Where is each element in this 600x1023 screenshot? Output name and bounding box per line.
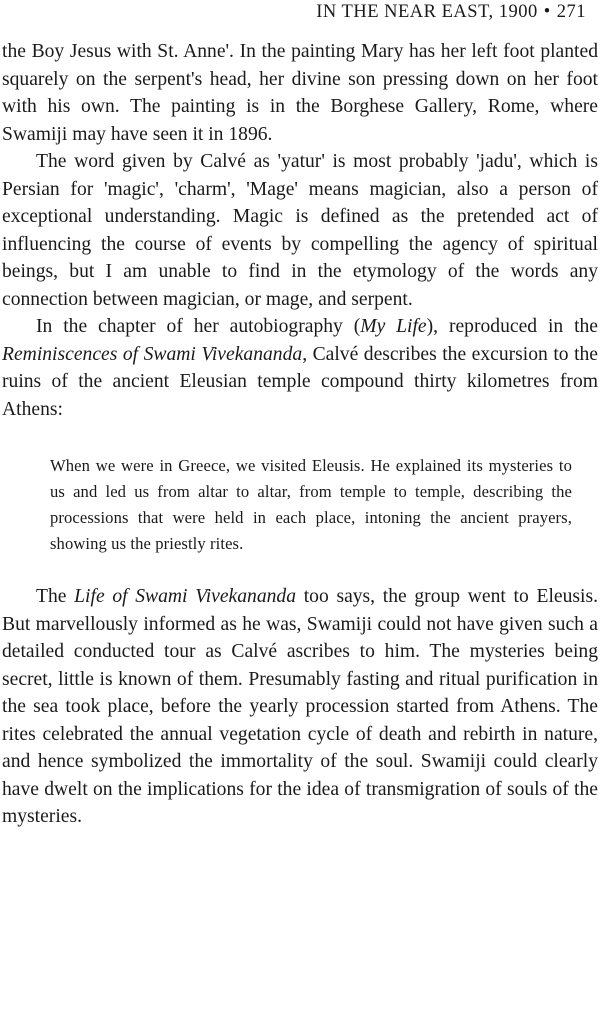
text-run: ), reproduced in the <box>426 316 599 337</box>
paragraph-eleusis <box>2 583 598 831</box>
book-title-reminiscences: Reminiscences of Swami Vivekananda <box>2 343 303 365</box>
book-title-my-life: My Life <box>360 316 427 337</box>
text-run: too says, the group went to Eleusis. But marvellously informed as he was, Swamiji could not have given such a detailed conducted tour as Calvé ascribes to him. The mysteries being secret, little is known of them. Presumably fasting and ritual purification in the sea took place, before the yearly procession started from Athens. The rites celebrated the annual vegetation cycle of death and rebirth in nature, and hence symbolized the immortality of the soul. Swamiji could clearly have dwelt on the implications for the idea of transmigration of souls of the mysteries. <box>2 586 598 827</box>
page-number: 271 <box>556 2 586 22</box>
paragraph-continued: the Boy Jesus with St. Anne'. In the painting Mary has her left foot planted squarely on the serpent's head, her divine son pressing down on her foot with his own. The painting is in the Borghese Gallery, Rome, where Swamiji may have seen it in 1896. <box>2 41 598 145</box>
text-run: The <box>36 586 75 607</box>
text-run: In the chapter of her autobiography ( <box>36 316 361 337</box>
book-title-life: Life of Swami Vivekananda <box>74 586 297 607</box>
bullet-separator: • <box>543 2 551 22</box>
text-run: , Calvé describes the excursion to the ruins of the ancient Eleusian temple compound thirty kilometres from Athens: <box>2 343 599 420</box>
paragraph-autobiography <box>2 313 598 423</box>
page-body <box>2 38 598 831</box>
running-head <box>316 2 586 23</box>
paragraph-yatur: The word given by Calvé as 'yatur' is most probably 'jadu', which is Persian for 'magic', 'charm', 'Mage' means magician, also a person of exceptional understanding. Magic is defined as the pretended act of influencing the course of events by compelling the agency of spiritual beings, but I am unable to find in the etymology of the words any connection between magician, or mage, and serpent. <box>2 151 598 310</box>
block-quote: When we were in Greece, we visited Eleusis. He explained its mysteries to us and led us from altar to altar, from temple to temple, describing the processions that were held in each place, intoning the ancient prayers, showing us the priestly rites. <box>50 456 572 553</box>
running-title: IN THE NEAR EAST, 1900 <box>316 2 538 22</box>
